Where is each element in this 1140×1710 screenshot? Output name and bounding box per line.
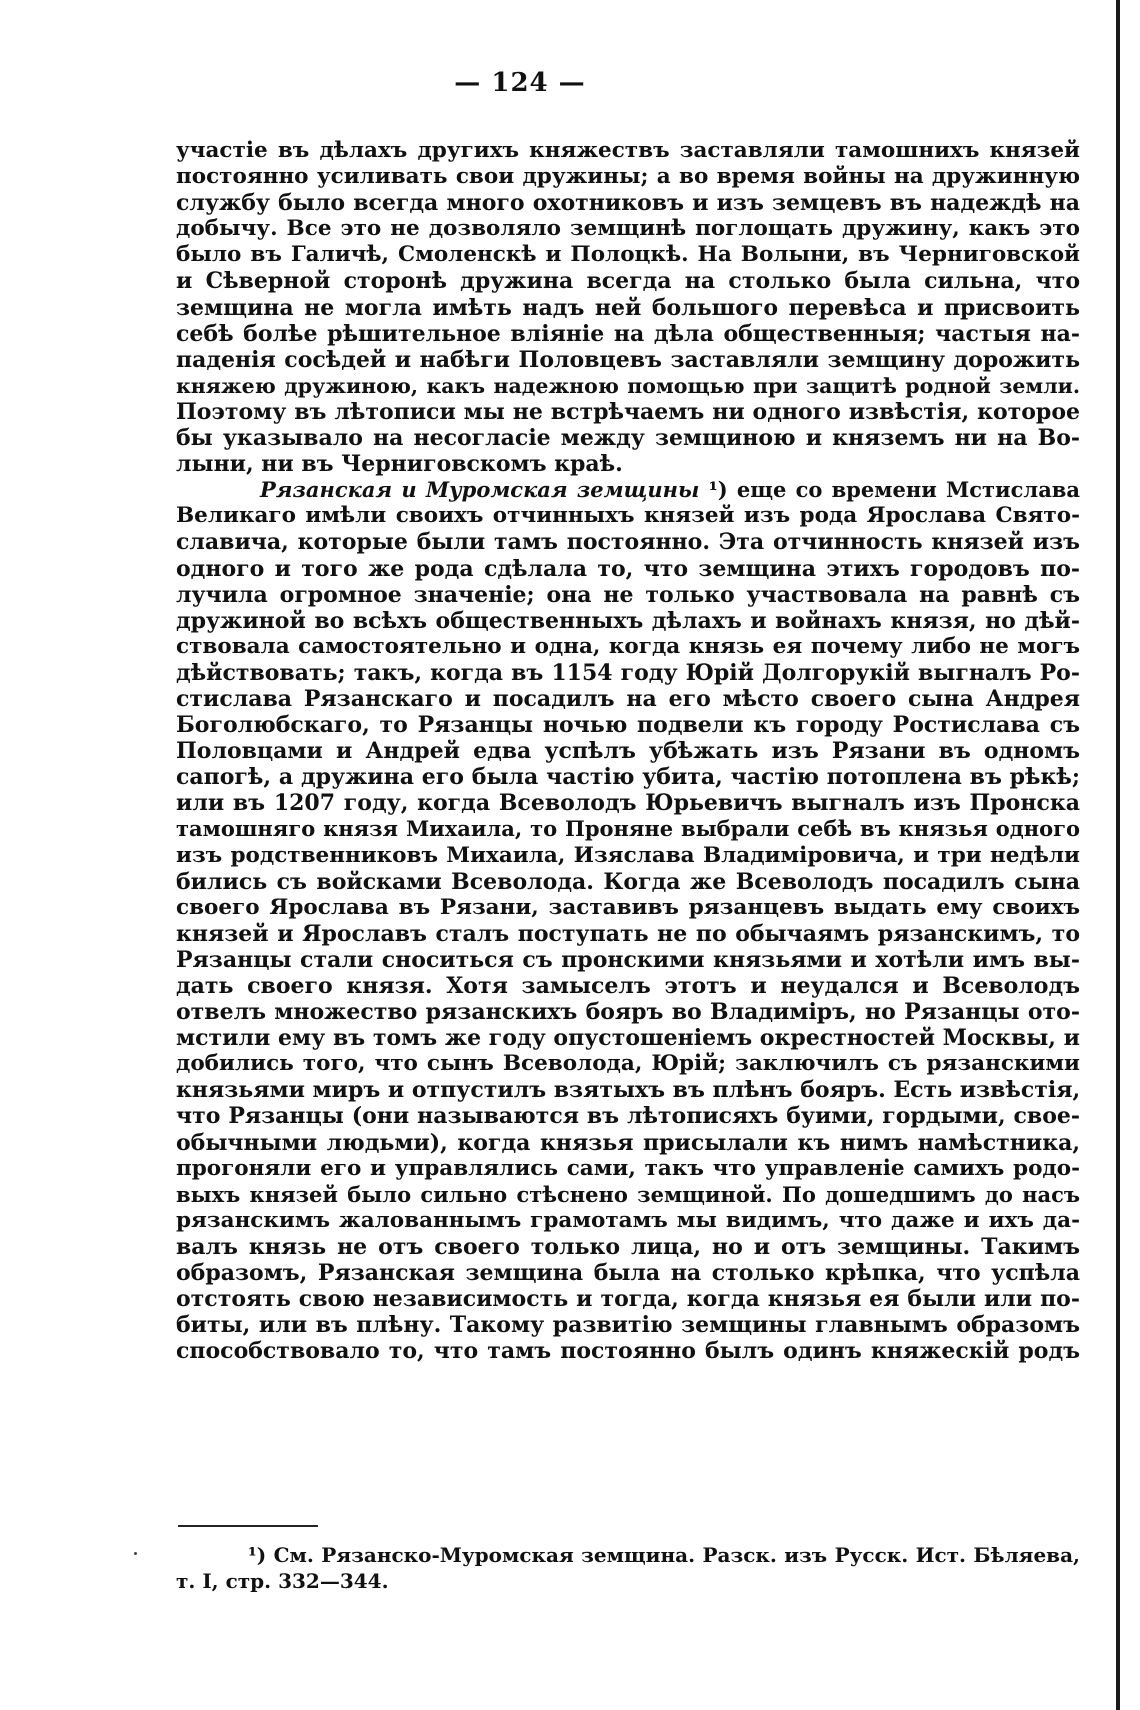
text-line: бились съ войсками Всеволода. Когда же Всеволодъ посадилъ сына	[176, 868, 1080, 895]
text-line: участіе въ дѣлахъ другихъ княжествъ заставляли тамошнихъ князей	[176, 138, 1080, 163]
footnote-line: ¹) См. Рязанско-Муромская земщина. Разск. изъ Русск. Ист. Бѣляева,	[248, 1543, 1080, 1567]
text-line: Рязанцы стали сноситься съ пронскими князьями и хотѣли имъ вы-	[176, 946, 1080, 973]
text-line: прогоняли его и управлялись сами, такъ что управленіе самихъ родо-	[176, 1155, 1080, 1181]
text-line: способствовало то, что тамъ постоянно былъ одинъ княжескій родъ	[176, 1338, 1080, 1365]
text-line: дать своего князя. Хотя замыселъ этотъ и неудался и Всеволодъ	[176, 973, 1080, 999]
text-line: постоянно усиливать свои дружины; а во время войны на дружинную	[176, 164, 1080, 190]
text-line: добычу. Все это не дозволяло земщинѣ поглощать дружину, какъ это	[176, 216, 1080, 242]
text-line: земщина не могла имѣть надъ ней большого перевѣса и присвоить	[176, 294, 1080, 321]
text-line: лыни, ни въ Черниговскомъ краѣ.	[176, 451, 623, 478]
scan-speck	[134, 1552, 137, 1555]
text-line: валъ князь не отъ своего только лица, но и отъ земщины. Такимъ	[176, 1233, 1080, 1260]
text-line: своего Ярослава въ Рязани, заставивъ рязанцевъ выдать ему своихъ	[176, 894, 1080, 920]
text-line: отвелъ множество рязанскихъ бояръ во Владиміръ, но Рязанцы ото-	[176, 999, 1080, 1026]
footnote-line: т. I, стр. 332—344.	[176, 1569, 389, 1593]
text-line: одного и того же рода сдѣлала то, что земщина этихъ городовъ по-	[176, 555, 1080, 582]
text-line: Боголюбскаго, то Рязанцы ночью подвели къ городу Ростислава съ	[176, 712, 1080, 739]
text-line: дѣйствовать; такъ, когда въ 1154 году Юрій Долгорукій выгналъ Ро-	[176, 659, 1080, 686]
text-line: лучила огромное значеніе; она не только участвовала на равнѣ съ	[176, 581, 1080, 608]
footnote-marker: ¹)	[708, 477, 728, 503]
text-line: бы указывало на несогласіе между земщиною и княземъ ни на Во-	[176, 425, 1080, 452]
text-line: сапогѣ, а дружина его была частію убита, частію потоплена въ рѣкѣ;	[176, 764, 1080, 791]
text-line: образомъ, Рязанская земщина была на столько крѣпка, что успѣла	[176, 1260, 1080, 1287]
text-line: или въ 1207 году, когда Всеволодъ Юрьевичъ выгналъ изъ Пронска	[176, 790, 1080, 817]
text-line: князей и Ярославъ сталъ поступать не по обычаямъ рязанскимъ, то	[176, 920, 1080, 947]
text-line: ствовала самостоятельно и одна, когда князь ея почему либо не могъ	[176, 633, 1080, 659]
text-line: стислава Рязанскаго и посадилъ на его мѣсто своего сына Андрея	[176, 685, 1080, 712]
text-line: славича, которые были тамъ постоянно. Эта отчинность князей изъ	[176, 529, 1080, 556]
text-line: княжею дружиною, какъ надежною помощью при защитѣ родной земли.	[176, 373, 1080, 398]
page-number: — 124 —	[454, 68, 586, 98]
text-line: тамошняго князя Михаила, то Проняне выбрали себѣ въ князья одного	[176, 816, 1080, 842]
text-line: было въ Галичѣ, Смоленскѣ и Полоцкѣ. На Волыни, въ Черниговской	[176, 242, 1080, 268]
text-line: Половцами и Андрей едва успѣлъ убѣжать изъ Рязани въ одномъ	[176, 738, 1080, 765]
text-line: выхъ князей было сильно стѣснено земщиной. По дошедшимъ до насъ	[176, 1181, 1080, 1207]
main-text	[176, 138, 1080, 1364]
section-heading: Рязанская и Муромская земщины	[260, 477, 700, 503]
section-first-line-rest: еще со времени Мстислава	[736, 477, 1081, 503]
section-first-line	[176, 477, 1080, 503]
text-line: князьями миръ и отпустилъ взятыхъ въ плѣнъ бояръ. Есть извѣстія,	[176, 1077, 1081, 1104]
scan-edge-line	[1116, 0, 1120, 1710]
text-line: и Сѣверной сторонѣ дружина всегда на столько была сильна, что	[176, 268, 1080, 295]
text-line: себѣ болѣе рѣшительное вліяніе на дѣла общественныя; частыя на-	[176, 320, 1080, 347]
footnote	[176, 1542, 1080, 1594]
text-line: биты, или въ плѣну. Такому развитію земщины главнымъ образомъ	[176, 1312, 1080, 1339]
footnote-divider	[178, 1525, 318, 1527]
text-line: отстоять свою независимость и тогда, когда князья ея были или по-	[176, 1286, 1080, 1313]
text-line: добились того, что сынъ Всеволода, Юрій; заключилъ съ рязанскими	[176, 1051, 1080, 1077]
text-line: Великаго имѣли своихъ отчинныхъ князей изъ рода Ярослава Свято-	[176, 503, 1080, 529]
text-line: службу было всегда много охотниковъ и изъ земцевъ въ надеждѣ на	[176, 190, 1080, 217]
text-line: Поэтому въ лѣтописи мы не встрѣчаемъ ни одного извѣстія, которое	[176, 398, 1080, 425]
text-line: паденія сосѣдей и набѣги Половцевъ заставляли земщину дорожить	[176, 346, 1080, 373]
text-line: изъ родственниковъ Михаила, Изяслава Владиміровича, и три недѣли	[176, 842, 1080, 868]
text-line: что Рязанцы (они называются въ лѣтописяхъ буими, гордыми, свое-	[176, 1103, 1080, 1130]
text-line: дружиной во всѣхъ общественныхъ дѣлахъ и войнахъ князя, но дѣй-	[176, 607, 1080, 634]
text-line: рязанскимъ жалованнымъ грамотамъ мы видимъ, что даже и ихъ да-	[176, 1207, 1080, 1233]
text-line: мстили ему въ томъ же году опустошеніемъ окрестностей Москвы, и	[176, 1025, 1080, 1052]
text-line: обычными людьми), когда князья присылали къ нимъ намѣстника,	[176, 1129, 1080, 1156]
